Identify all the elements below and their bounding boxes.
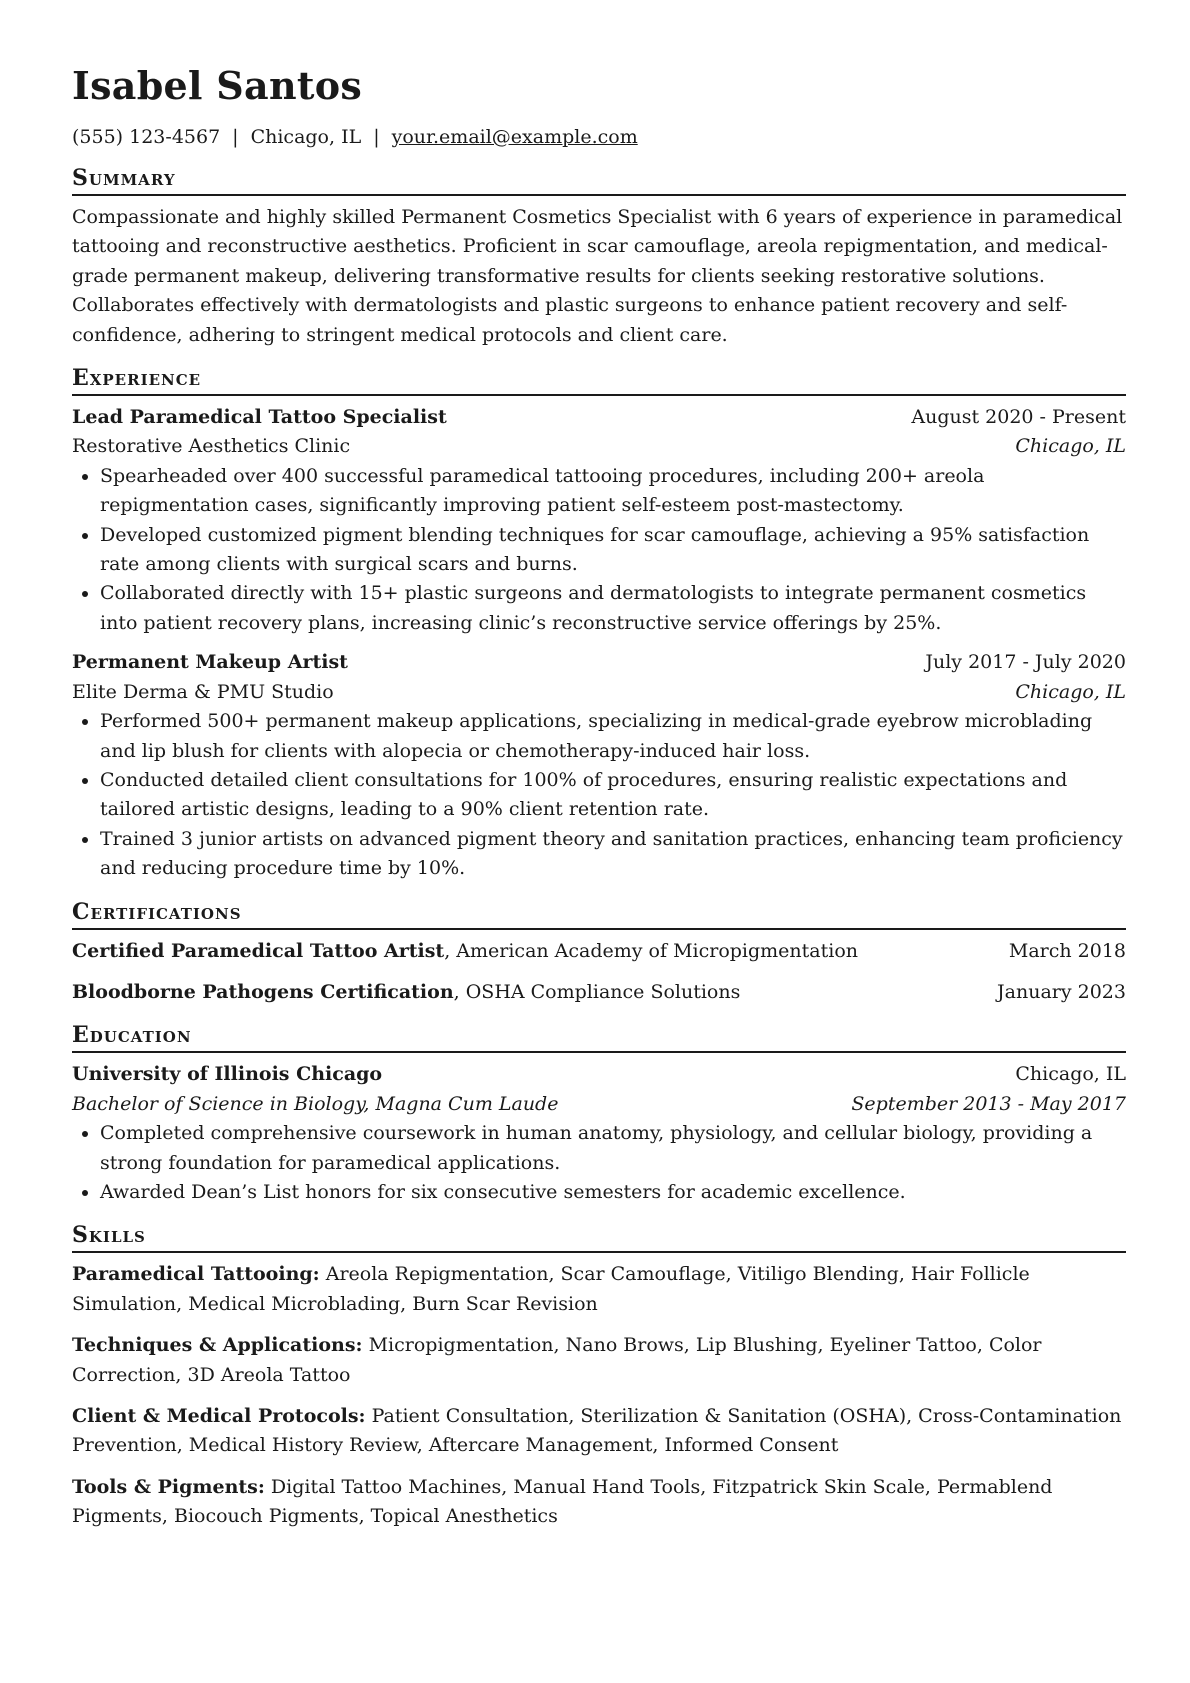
experience-section (72, 364, 1126, 884)
job-dates: August 2020 - Present (911, 406, 1126, 429)
job-entry (72, 648, 1126, 883)
list-item: • Spearheaded over 400 successful paramedical tattooing procedures, including 200+ areola repigmentation cases, significantly improving patient self-esteem post-mastectomy. (100, 462, 1126, 521)
skill-label: Techniques & Applications: (72, 1334, 363, 1357)
section-title-summary: Summary (72, 164, 1126, 196)
list-item: • Completed comprehensive coursework in human anatomy, physiology, and cellular biology, providing a strong foundation for paramedical applications. (100, 1119, 1126, 1178)
certification-entry (72, 978, 1126, 1007)
list-item: • Performed 500+ permanent makeup applications, specializing in medical-grade eyebrow microblading and lip blush for clients with alopecia or chemotherapy-induced hair loss. (100, 707, 1126, 766)
job-bullets (72, 462, 1126, 638)
certifications-section (72, 898, 1126, 1008)
education-bullets (72, 1119, 1126, 1207)
skill-group (72, 1331, 1126, 1390)
job-role: Lead Paramedical Tattoo Specialist (72, 406, 447, 429)
summary-section (72, 164, 1126, 350)
list-item: • Awarded Dean’s List honors for six consecutive semesters for academic excellence. (100, 1178, 1126, 1207)
list-item: • Trained 3 junior artists on advanced pigment theory and sanitation practices, enhancing team proficiency and reducing procedure time by 10%. (100, 825, 1126, 884)
section-title-experience: Experience (72, 364, 1126, 396)
skills-section (72, 1221, 1126, 1531)
certification-date: March 2018 (1008, 939, 1126, 962)
skill-text: Areola Repigmentation, Scar Camouflage, Vitiligo Blending, Hair Follicle Simulation, Medical Microblading, Burn Scar Revision (72, 1263, 1030, 1315)
skill-text: Micropigmentation, Nano Brows, Lip Blushing, Eyeliner Tattoo, Color Correction, 3D Areola Tattoo (72, 1334, 1042, 1386)
skill-text: Patient Consultation, Sterilization & Sanitation (OSHA), Cross-Contamination Prevention, Medical History Review, Aftercare Management, Informed Consent (72, 1405, 1122, 1457)
education-dates: September 2013 - May 2017 (851, 1092, 1126, 1115)
job-location: Chicago, IL (1015, 680, 1126, 703)
job-company: Restorative Aesthetics Clinic (72, 435, 351, 458)
job-role: Permanent Makeup Artist (72, 651, 348, 674)
section-title-education: Education (72, 1021, 1126, 1053)
candidate-name: Isabel Santos (72, 63, 363, 108)
separator: | (373, 126, 380, 148)
section-title-skills: Skills (72, 1221, 1126, 1253)
school-location: Chicago, IL (1015, 1063, 1126, 1086)
skill-label: Tools & Pigments: (72, 1475, 265, 1498)
certification-date: January 2023 (997, 980, 1126, 1003)
skill-label: Paramedical Tattooing: (72, 1263, 320, 1286)
job-dates: July 2017 - July 2020 (925, 651, 1126, 674)
skill-group (72, 1473, 1126, 1532)
skill-group (72, 1260, 1126, 1319)
certification-entry (72, 937, 1126, 966)
section-title-certifications: Certifications (72, 898, 1126, 930)
list-item: • Conducted detailed client consultations for 100% of procedures, ensuring realistic expectations and tailored artistic designs, leading to a 90% client retention rate. (100, 766, 1126, 825)
certification-issuer: , OSHA Compliance Solutions (453, 980, 741, 1003)
list-item: • Collaborated directly with 15+ plastic surgeons and dermatologists to integrate permanent cosmetics into patient recovery plans, increasing clinic’s reconstructive service offerings by 25%. (100, 579, 1126, 638)
job-location: Chicago, IL (1015, 435, 1126, 458)
certification-name: Certified Paramedical Tattoo Artist (72, 939, 445, 962)
school-name: University of Illinois Chicago (72, 1063, 383, 1086)
certification-name: Bloodborne Pathogens Certification (72, 980, 454, 1003)
summary-text: Compassionate and highly skilled Permanent Cosmetics Specialist with 6 years of experience in paramedical tattooing and reconstructive aesthetics. Proficient in scar camouflage, areola repigmentation, and medical-grade permanent makeup, delivering transformative results for clients seeking restorative solutions. Collaborates effectively with dermatologists and plastic surgeons to enhance patient recovery and self-confidence, adhering to stringent medical protocols and client care. (72, 206, 1123, 346)
contact-line (72, 124, 1126, 150)
skill-group (72, 1402, 1126, 1461)
job-company: Elite Derma & PMU Studio (72, 680, 334, 703)
list-item: • Developed customized pigment blending techniques for scar camouflage, achieving a 95% satisfaction rate among clients with surgical scars and burns. (100, 521, 1126, 580)
certification-issuer: , American Academy of Micropigmentation (444, 939, 859, 962)
phone: (555) 123-4567 (72, 126, 221, 148)
job-entry (72, 403, 1126, 638)
separator: | (232, 126, 239, 148)
location: Chicago, IL (250, 126, 362, 148)
skill-label: Client & Medical Protocols: (72, 1405, 366, 1427)
education-section (72, 1021, 1126, 1207)
degree: Bachelor of Science in Biology, Magna Cum Laude (72, 1092, 559, 1115)
job-bullets (72, 707, 1126, 883)
resume-page (72, 62, 1126, 1544)
email-link[interactable]: your.email@example.com (391, 126, 638, 148)
skill-text: Digital Tattoo Machines, Manual Hand Tools, Fitzpatrick Skin Scale, Permablend Pigments, Biocouch Pigments, Topical Anesthetics (72, 1475, 1053, 1528)
